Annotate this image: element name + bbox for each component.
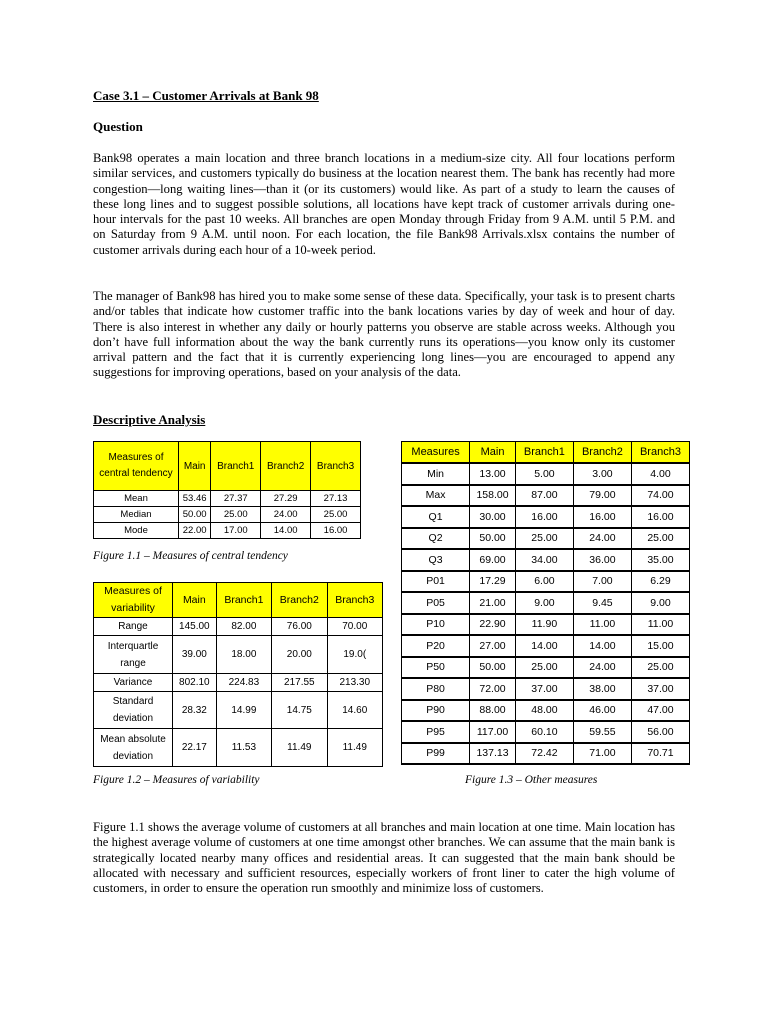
table-row — [402, 571, 690, 593]
table-row — [402, 657, 690, 679]
table-cell: Mean absolute deviation — [94, 729, 173, 767]
table-cell: 3.00 — [573, 463, 631, 485]
table-cell: 9.00 — [515, 592, 573, 614]
table-cell: 46.00 — [573, 700, 631, 722]
table-cell: P80 — [402, 678, 470, 700]
table-header-cell: Branch3 — [311, 442, 361, 491]
table-cell: 70.00 — [327, 618, 382, 636]
table-cell: Mode — [94, 523, 179, 539]
table-cell: 59.55 — [573, 721, 631, 743]
table-cell: P99 — [402, 743, 470, 765]
table-row — [402, 592, 690, 614]
table-cell: 30.00 — [470, 506, 516, 528]
table-cell: 82.00 — [216, 618, 271, 636]
paragraph-intro: Bank98 operates a main location and three branch locations in a medium-size city. All four locations perform similar services, and customers typically do business at the location nearest them. The bank has recently had more congestion—long waiting lines—than it (or its customers) would like. As part of a study to learn the causes of these long lines and to suggest possible solutions, all locations have kept track of customer arrivals during one-hour intervals for the past 10 weeks. All branches are open Monday through Friday from 9 A.M. until 5 P.M. and on Saturday from 9 A.M. until noon. For each location, the file Bank98 Arrivals.xlsx contains the number of customer arrivals during each hour of a 10-week period. — [93, 151, 675, 257]
table-header-cell: Branch1 — [515, 442, 573, 464]
central-tendency-table — [93, 441, 361, 539]
table-cell: 16.00 — [311, 523, 361, 539]
table-row — [402, 463, 690, 485]
table-cell: 76.00 — [272, 618, 327, 636]
table-cell: 17.29 — [470, 571, 516, 593]
table-cell: P90 — [402, 700, 470, 722]
table-cell: 11.00 — [631, 614, 689, 636]
table-cell: 137.13 — [470, 743, 516, 765]
table-row — [402, 743, 690, 765]
table-cell: 50.00 — [470, 657, 516, 679]
table-cell: 22.17 — [173, 729, 217, 767]
table-cell: 11.49 — [272, 729, 327, 767]
table-row — [94, 674, 383, 692]
table-cell: 14.75 — [272, 692, 327, 729]
table-cell: 7.00 — [573, 571, 631, 593]
table-cell: Min — [402, 463, 470, 485]
table-cell: 39.00 — [173, 636, 217, 674]
table-cell: Range — [94, 618, 173, 636]
table-cell: 37.00 — [515, 678, 573, 700]
table-cell: 71.00 — [573, 743, 631, 765]
table-cell: 70.71 — [631, 743, 689, 765]
table-cell: 11.90 — [515, 614, 573, 636]
table-cell: 11.53 — [216, 729, 271, 767]
table-header-cell: Branch2 — [272, 583, 327, 618]
table-row — [402, 549, 690, 571]
table-header-row — [94, 583, 383, 618]
table-cell: 224.83 — [216, 674, 271, 692]
table-row — [402, 614, 690, 636]
table-cell: 87.00 — [515, 485, 573, 507]
table-header-cell: Branch1 — [216, 583, 271, 618]
table-row — [94, 618, 383, 636]
table-cell: 53.46 — [179, 491, 211, 507]
table-cell: 145.00 — [173, 618, 217, 636]
table-cell: 14.00 — [573, 635, 631, 657]
table-cell: 25.00 — [311, 507, 361, 523]
table-header-cell: Main — [173, 583, 217, 618]
table-cell: 27.29 — [261, 491, 311, 507]
table-cell: 19.0( — [327, 636, 382, 674]
table-cell: 25.00 — [631, 528, 689, 550]
table-cell: 22.90 — [470, 614, 516, 636]
question-heading: Question — [93, 119, 143, 134]
table-cell: 56.00 — [631, 721, 689, 743]
table-cell: 35.00 — [631, 549, 689, 571]
table-header-cell: Branch2 — [573, 442, 631, 464]
table-cell: 16.00 — [515, 506, 573, 528]
table-header-cell: Branch2 — [261, 442, 311, 491]
table-cell: 25.00 — [631, 657, 689, 679]
table-cell: 22.00 — [179, 523, 211, 539]
table-cell: P10 — [402, 614, 470, 636]
figure-caption: Figure 1.2 – Measures of variability — [93, 774, 260, 786]
table-cell: Max — [402, 485, 470, 507]
table-cell: 11.49 — [327, 729, 382, 767]
figure-caption: Figure 1.3 – Other measures — [465, 774, 598, 786]
table-cell: Median — [94, 507, 179, 523]
table-cell: 24.00 — [573, 528, 631, 550]
table-cell: 14.60 — [327, 692, 382, 729]
table-cell: 213.30 — [327, 674, 382, 692]
table-cell: 37.00 — [631, 678, 689, 700]
table-cell: 18.00 — [216, 636, 271, 674]
table-cell: P95 — [402, 721, 470, 743]
table-cell: 9.45 — [573, 592, 631, 614]
table-cell: Q3 — [402, 549, 470, 571]
table-cell: 25.00 — [211, 507, 261, 523]
table-cell: 217.55 — [272, 674, 327, 692]
table-cell: 14.00 — [515, 635, 573, 657]
table-cell: 69.00 — [470, 549, 516, 571]
table-cell: Standard deviation — [94, 692, 173, 729]
table-row — [402, 635, 690, 657]
table-cell: 38.00 — [573, 678, 631, 700]
table-row — [94, 507, 361, 523]
paragraph-analysis: Figure 1.1 shows the average volume of customers at all branches and main location at one time. Main location has the highest average volume of customers at one time amongst other branches. We can assume that the main bank is strategically located nearby many offices and residential areas. It can suggested that the main bank should be allocated with necessary and sufficient resources, especially workers of front liner to cater the high volume of customers, in order to ensure the operation run smoothly and minimize loss of customers. — [93, 820, 675, 896]
descriptive-analysis-heading: Descriptive Analysis — [93, 412, 206, 427]
table-cell: 158.00 — [470, 485, 516, 507]
paragraph-task: The manager of Bank98 has hired you to make some sense of these data. Specifically, your task is to present charts and/or tables that indicate how customer traffic into the bank locations varies by day of week and hour of day. There is also interest in whether any daily or hourly patterns you observe are stable across weeks. Although you don’t have full information about the way the bank currently runs its operations—you know only its customer arrival pattern and the fact that it is currently experiencing long lines—you are encouraged to append any suggestions for improving operations, based on your analysis of the data. — [93, 289, 675, 380]
table-cell: Interquartle range — [94, 636, 173, 674]
table-cell: 6.00 — [515, 571, 573, 593]
figure-caption: Figure 1.1 – Measures of central tendency — [93, 550, 288, 562]
table-cell: Q2 — [402, 528, 470, 550]
table-row — [402, 528, 690, 550]
table-cell: 72.00 — [470, 678, 516, 700]
table-cell: 79.00 — [573, 485, 631, 507]
table-cell: 36.00 — [573, 549, 631, 571]
table-cell: 16.00 — [573, 506, 631, 528]
table-cell: 60.10 — [515, 721, 573, 743]
table-cell: 27.00 — [470, 635, 516, 657]
table-header-cell: Measures of variability — [94, 583, 173, 618]
table-row — [94, 523, 361, 539]
table-header-cell: Branch1 — [211, 442, 261, 491]
table-cell: 25.00 — [515, 657, 573, 679]
table-cell: Variance — [94, 674, 173, 692]
table-cell: Q1 — [402, 506, 470, 528]
table-row — [402, 700, 690, 722]
variability-table — [93, 582, 383, 767]
table-cell: 17.00 — [211, 523, 261, 539]
table-header-cell: Branch3 — [327, 583, 382, 618]
table-row — [94, 729, 383, 767]
table-header-row — [94, 442, 361, 491]
table-cell: 16.00 — [631, 506, 689, 528]
table-header-row — [402, 442, 690, 464]
table-row — [402, 485, 690, 507]
table-cell: 47.00 — [631, 700, 689, 722]
table-cell: 13.00 — [470, 463, 516, 485]
table-cell: 9.00 — [631, 592, 689, 614]
table-cell: 14.00 — [261, 523, 311, 539]
page-title: Case 3.1 – Customer Arrivals at Bank 98 — [93, 88, 319, 103]
table-cell: 27.13 — [311, 491, 361, 507]
table-row — [94, 491, 361, 507]
table-cell: 50.00 — [470, 528, 516, 550]
table-cell: 4.00 — [631, 463, 689, 485]
table-cell: 802.10 — [173, 674, 217, 692]
table-cell: 20.00 — [272, 636, 327, 674]
table-cell: 15.00 — [631, 635, 689, 657]
table-cell: P01 — [402, 571, 470, 593]
table-row — [402, 506, 690, 528]
table-cell: 48.00 — [515, 700, 573, 722]
table-cell: P05 — [402, 592, 470, 614]
table-header-cell: Measures — [402, 442, 470, 464]
table-header-cell: Branch3 — [631, 442, 689, 464]
table-cell: 27.37 — [211, 491, 261, 507]
table-cell: 25.00 — [515, 528, 573, 550]
table-row — [402, 721, 690, 743]
table-row — [94, 636, 383, 674]
table-cell: 24.00 — [261, 507, 311, 523]
table-cell: 6.29 — [631, 571, 689, 593]
table-row — [402, 678, 690, 700]
table-header-cell: Measures of central tendency — [94, 442, 179, 491]
table-cell: 24.00 — [573, 657, 631, 679]
table-header-cell: Main — [470, 442, 516, 464]
table-row — [94, 692, 383, 729]
table-cell: 72.42 — [515, 743, 573, 765]
table-cell: 11.00 — [573, 614, 631, 636]
table-cell: 34.00 — [515, 549, 573, 571]
table-cell: 14.99 — [216, 692, 271, 729]
table-cell: 88.00 — [470, 700, 516, 722]
other-measures-table — [401, 441, 690, 765]
table-cell: Mean — [94, 491, 179, 507]
table-header-cell: Main — [179, 442, 211, 491]
table-cell: P20 — [402, 635, 470, 657]
table-cell: 50.00 — [179, 507, 211, 523]
table-cell: 74.00 — [631, 485, 689, 507]
table-cell: 28.32 — [173, 692, 217, 729]
table-cell: P50 — [402, 657, 470, 679]
table-cell: 21.00 — [470, 592, 516, 614]
table-cell: 5.00 — [515, 463, 573, 485]
table-cell: 117.00 — [470, 721, 516, 743]
